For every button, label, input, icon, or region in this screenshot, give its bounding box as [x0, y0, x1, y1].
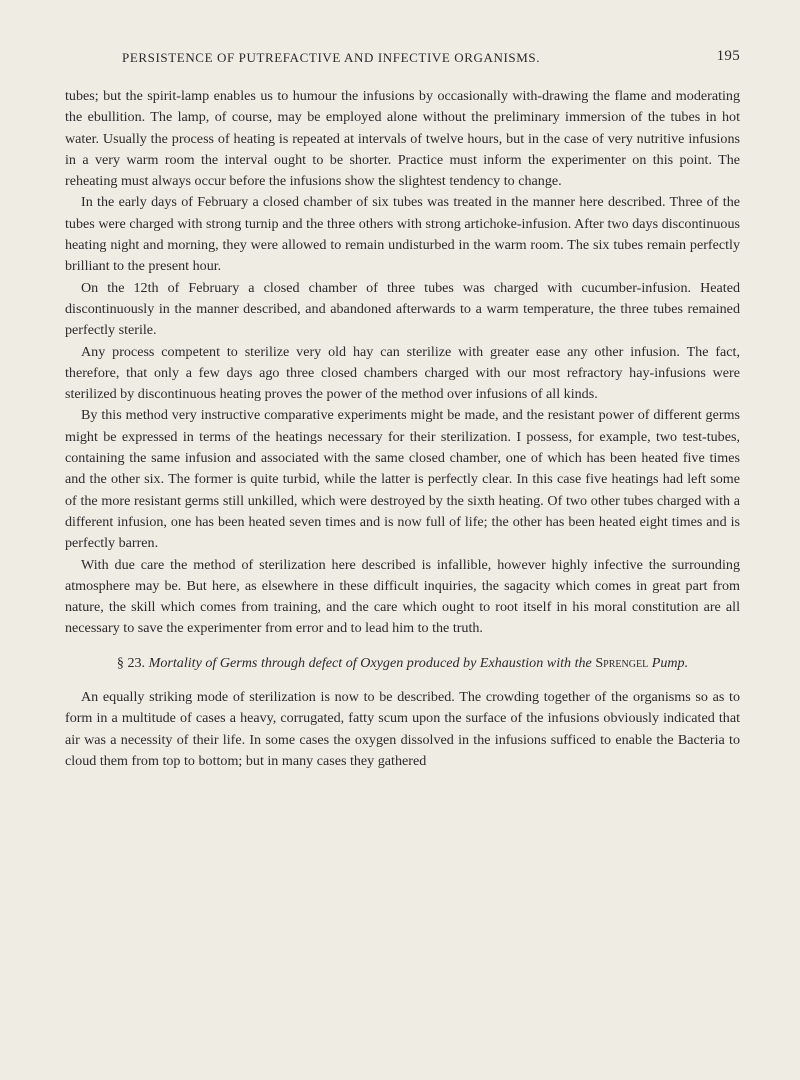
- book-page: [65, 44, 740, 772]
- paragraph: tubes; but the spirit-lamp enables us to humour the infusions by occasionally with-drawing the flame and moderating the ebullition. The lamp, of course, may be employed alone without the preliminary immersion of the tubes in hot water. Usually the process of heating is repeated at intervals of twelve hours, but in the case of very nutritive infusions in a very warm room the interval ought to be shorter. Practice must inform the experimenter on this point. The reheating must always occur before the infusions show the slightest tendency to change.: [65, 88, 740, 190]
- paragraph: With due care the method of sterilization here described is infallible, however highly infective the surrounding atmosphere may be. But here, as elsewhere in these difficult inquiries, the sagacity which comes in great part from nature, the skill which comes from training, and the care which ought to root itself in his moral constitution are all necessary to save the experimenter from error and to lead him to the truth.: [65, 556, 740, 637]
- section-title: Mortality of Germs through defect of Oxygen produced by Exhaustion with the: [148, 654, 592, 671]
- running-title: PERSISTENCE OF PUTREFACTIVE AND INFECTIVE ORGANISMS.: [122, 50, 541, 65]
- section-title-suffix: Pump.: [651, 654, 689, 671]
- body-text: [65, 86, 740, 772]
- running-header: [65, 44, 740, 72]
- section-name-smallcaps: Sprengel: [595, 654, 649, 671]
- section-heading: [65, 653, 740, 674]
- paragraph: On the 12th of February a closed chamber of three tubes was charged with cucumber-infusion. Heated discontinuously in the manner described, and abandoned afterwards to a warm temperature, the three tubes remained perfectly sterile.: [65, 279, 740, 339]
- paragraph: In the early days of February a closed chamber of six tubes was treated in the manner here described. Three of the tubes were charged with strong turnip and the three others with strong artichoke-infusion. After two days discontinuous heating night and morning, they were allowed to remain undisturbed in the warm room. The six tubes remain perfectly brilliant to the present hour.: [65, 194, 740, 275]
- page-number: 195: [716, 48, 740, 64]
- section-number: § 23.: [116, 654, 146, 671]
- paragraph: Any process competent to sterilize very old hay can sterilize with greater ease any other infusion. The fact, therefore, that only a few days ago three closed chambers charged with our most refractory hay-infusions were sterilized by discontinuous heating proves the power of the method over infusions of all kinds.: [65, 343, 740, 403]
- paragraph: An equally striking mode of sterilization is now to be described. The crowding together of the organisms so as to form in a multitude of cases a heavy, corrugated, fatty scum upon the surface of the infusions obviously indicated that air was a necessity of their life. In some cases the oxygen dissolved in the infusions sufficed to enable the Bacteria to cloud them from top to bottom; but in many cases they gathered: [65, 689, 740, 769]
- paragraph: By this method very instructive comparative experiments might be made, and the resistant power of different germs might be expressed in terms of the heatings necessary for their sterilization. I possess, for example, two test-tubes, containing the same infusion and associated with the same closed chamber, one of which has been heated five times and the other six. The former is quite turbid, while the latter is perfectly clear. In this case five heatings had left some of the more resistant germs still unkilled, which were destroyed by the sixth heating. Of two other tubes charged with a different infusion, one has been heated seven times and is now full of life; the other has been heated eight times and is perfectly barren.: [65, 407, 740, 552]
